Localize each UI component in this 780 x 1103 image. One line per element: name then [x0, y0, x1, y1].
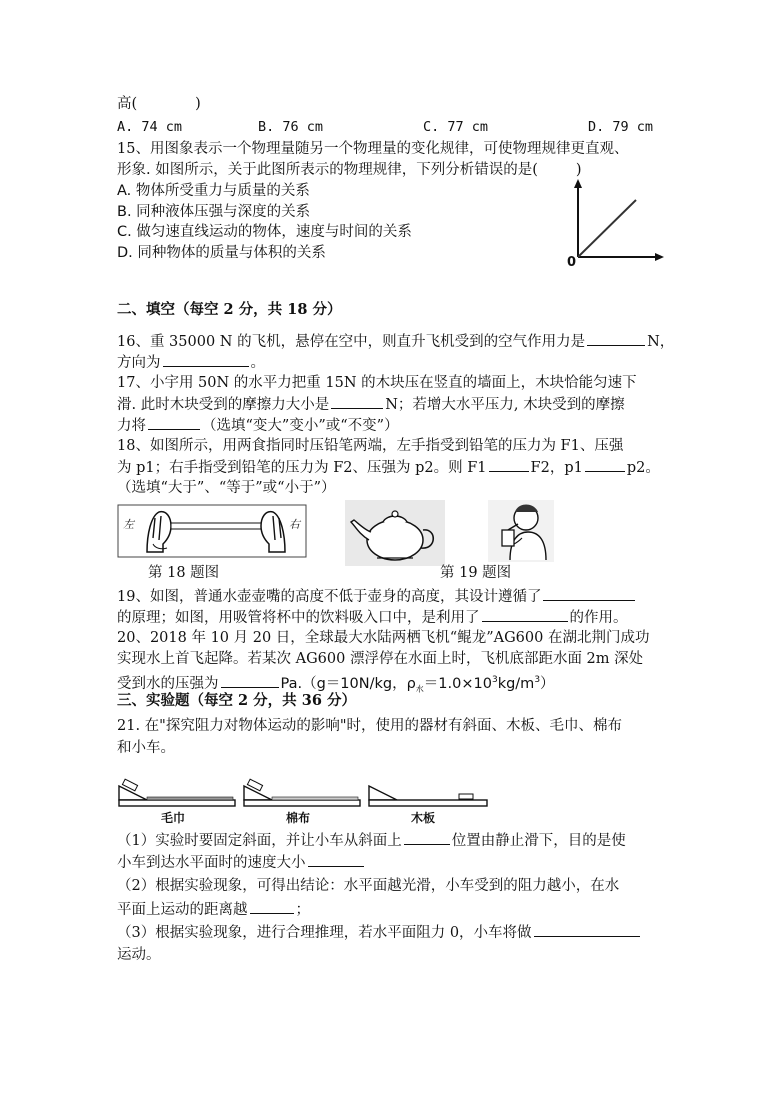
q19-line1 [117, 586, 637, 607]
q15-line1: 15、用图象表示一个物理量随另一个物理量的变化规律，可使物理规律更直观、 [117, 141, 629, 157]
q20-value: ＝1.0×10 [423, 675, 492, 692]
q19-blank1[interactable] [543, 586, 635, 601]
section3-title: 三、实验题（每空 2 分，共 36 分） [117, 692, 356, 709]
section2-title: 二、填空（每空 2 分，共 18 分） [117, 301, 342, 318]
q19-text2: 的原理；如图，用吸管将杯中的饮料吸入口中，是利用了 [117, 610, 480, 626]
graph-origin-label: 0 [567, 255, 577, 268]
q14-option-a: A. 74 cm [117, 119, 183, 135]
cart-icon [459, 794, 473, 799]
fig18-pencil-fingers [117, 504, 307, 558]
q21-s2-line1: （2）根据实验现象，可得出结论：水平面越光滑，小车受到的阻力越小，在水 [117, 878, 620, 894]
ramp-label-cotton: 棉布 [286, 811, 311, 824]
q21-line1: 21. 在"探究阻力对物体运动的影响"时，使用的器材有斜面、木板、毛巾、棉布 [117, 718, 623, 734]
q16-blank1[interactable] [587, 331, 645, 346]
ramp-label-board: 木板 [411, 811, 436, 824]
q21-s2-end: ； [295, 902, 310, 918]
q18-line3: （选填“大于”、“等于”或“小于”） [117, 480, 336, 496]
q20-exp: 3 [491, 675, 498, 685]
q21-line2: 和小车。 [117, 740, 175, 756]
ramp-cotton [244, 779, 360, 824]
q20-line1: 20、2018 年 10 月 20 日，全球最大水陆两栖飞机“鲲龙”AG600 在湖北荆门成功 [117, 630, 650, 646]
q19-line2 [117, 607, 628, 628]
teapot-icon [367, 520, 423, 560]
q20-exp2: 3 [534, 675, 541, 685]
q19-text1: 19、如图，普通水壶壶嘴的高度不低于壶身的高度，其设计遵循了 [117, 589, 542, 605]
q17-blank1[interactable] [331, 394, 383, 409]
q15-paren-close: ) [575, 162, 582, 178]
q20-close: ） [540, 675, 555, 692]
q21-blank4[interactable] [534, 922, 640, 937]
q16-text1: 16、重 35000 N 的飞机，悬停在空中，则直升飞机受到的空气作用力是 [117, 334, 586, 350]
q16-line1 [117, 331, 674, 352]
q18-blank2[interactable] [585, 457, 625, 472]
q15-graph [562, 178, 666, 268]
q14-tail: 高( ) [117, 96, 201, 112]
q20-rho-sub: 水 [415, 684, 424, 694]
q18-line1: 18、如图所示，用两食指同时压铅笔两端，左手指受到铅笔的压力为 F1、压强 [117, 438, 624, 454]
q17-line2 [117, 394, 625, 415]
q14-option-b: B. 76 cm [258, 119, 324, 135]
q16-unit: N， [647, 334, 675, 350]
q20-text3: 受到水的压强为 [117, 675, 219, 692]
q20-text3b: Pa.（g＝10N/kg，ρ [280, 675, 416, 692]
q18-text2a: 为 p1；右手指受到铅笔的压力为 F2、压强为 p2。则 F1 [117, 460, 487, 476]
q21-s1-text2: 小车到达水平面时的速度大小 [117, 855, 306, 871]
q21-blank3[interactable] [250, 899, 294, 914]
q20-blank1[interactable] [221, 673, 279, 688]
q20-unit: kg/m [497, 675, 535, 692]
q17-text3: 力将 [117, 418, 146, 434]
q20-line2: 实现水上首飞起降。若某次 AG600 漂浮停在水面上时，飞机底部距水面 2m 深处 [117, 651, 644, 667]
q21-s1-line1 [117, 830, 626, 851]
fig18-label-right: 右 [289, 518, 300, 531]
fig18-label-left: 左 [123, 518, 134, 531]
graph-x-arrow [655, 253, 664, 261]
q14-option-d: D. 79 cm [588, 119, 654, 135]
q18-blank1[interactable] [489, 457, 529, 472]
q15-option-d: D. 同种物体的质量与体积的关系 [117, 245, 326, 261]
graph-y-arrow [574, 179, 582, 188]
q16-line2 [117, 352, 265, 373]
q16-end: 。 [250, 355, 265, 371]
q19-text2b: 的作用。 [569, 610, 628, 626]
fig18-pencil-icon [171, 523, 261, 529]
q21-s3-line2: 运动。 [117, 947, 161, 963]
ramp-label-towel: 毛巾 [161, 811, 186, 824]
q15-option-b: B. 同种液体压强与深度的关系 [117, 204, 311, 220]
q21-s1-text1: （1）实验时要固定斜面，并让小车从斜面上 [117, 833, 402, 849]
q15-option-a: A. 物体所受重力与质量的关系 [117, 183, 310, 199]
q15-option-c: C. 做匀速直线运动的物体，速度与时间的关系 [117, 224, 412, 240]
q21-s1-line2 [117, 852, 366, 873]
cup-icon [502, 530, 514, 546]
q18-text2b: F2，p1 [530, 460, 583, 476]
q17-line1: 17、小宇用 50N 的水平力把重 15N 的木块压在竖直的墙面上，木块恰能匀速下 [117, 375, 637, 391]
ramp-board [369, 786, 487, 824]
q21-ramps-figure [117, 766, 497, 824]
q17-line3 [117, 415, 399, 436]
ramp-towel [119, 779, 235, 824]
q21-s2-text2: 平面上运动的距离越 [117, 902, 248, 918]
graph-line [578, 200, 636, 257]
q18-line2 [117, 457, 660, 478]
q14-option-c: C. 77 cm [423, 119, 489, 135]
q21-blank2[interactable] [308, 852, 364, 867]
q21-s2-line2 [117, 899, 310, 920]
fig19-caption: 第 19 题图 [440, 565, 512, 581]
q16-blank2[interactable] [163, 352, 249, 367]
q21-s1-text1b: 位置由静止滑下，目的是使 [451, 833, 626, 849]
q17-text3b: （选填“变大”变小”或“不变”） [202, 418, 399, 434]
q21-s3-text1: （3）根据实验现象，进行合理推理，若水平面阻力 0，小车将做 [117, 925, 532, 941]
q15-line2-text: 形象. 如图所示，关于此图所表示的物理规律，下列分析错误的是( [117, 162, 538, 178]
fig19-straw-drinking [488, 500, 554, 562]
q21-s3-line1 [117, 922, 642, 943]
q15-line2 [117, 160, 582, 180]
q18-text2c: p2。 [626, 460, 660, 476]
q17-text2b: N；若增大水平压力, 木块受到的摩擦 [385, 397, 625, 413]
q21-blank1[interactable] [404, 830, 450, 845]
q19-blank2[interactable] [482, 607, 568, 622]
q17-text2: 滑. 此时木块受到的摩擦力大小是 [117, 397, 330, 413]
q17-blank2[interactable] [148, 415, 200, 430]
fig19-teapot [345, 500, 445, 566]
fig18-caption: 第 18 题图 [148, 565, 220, 581]
q16-text2: 方向为 [117, 355, 161, 371]
